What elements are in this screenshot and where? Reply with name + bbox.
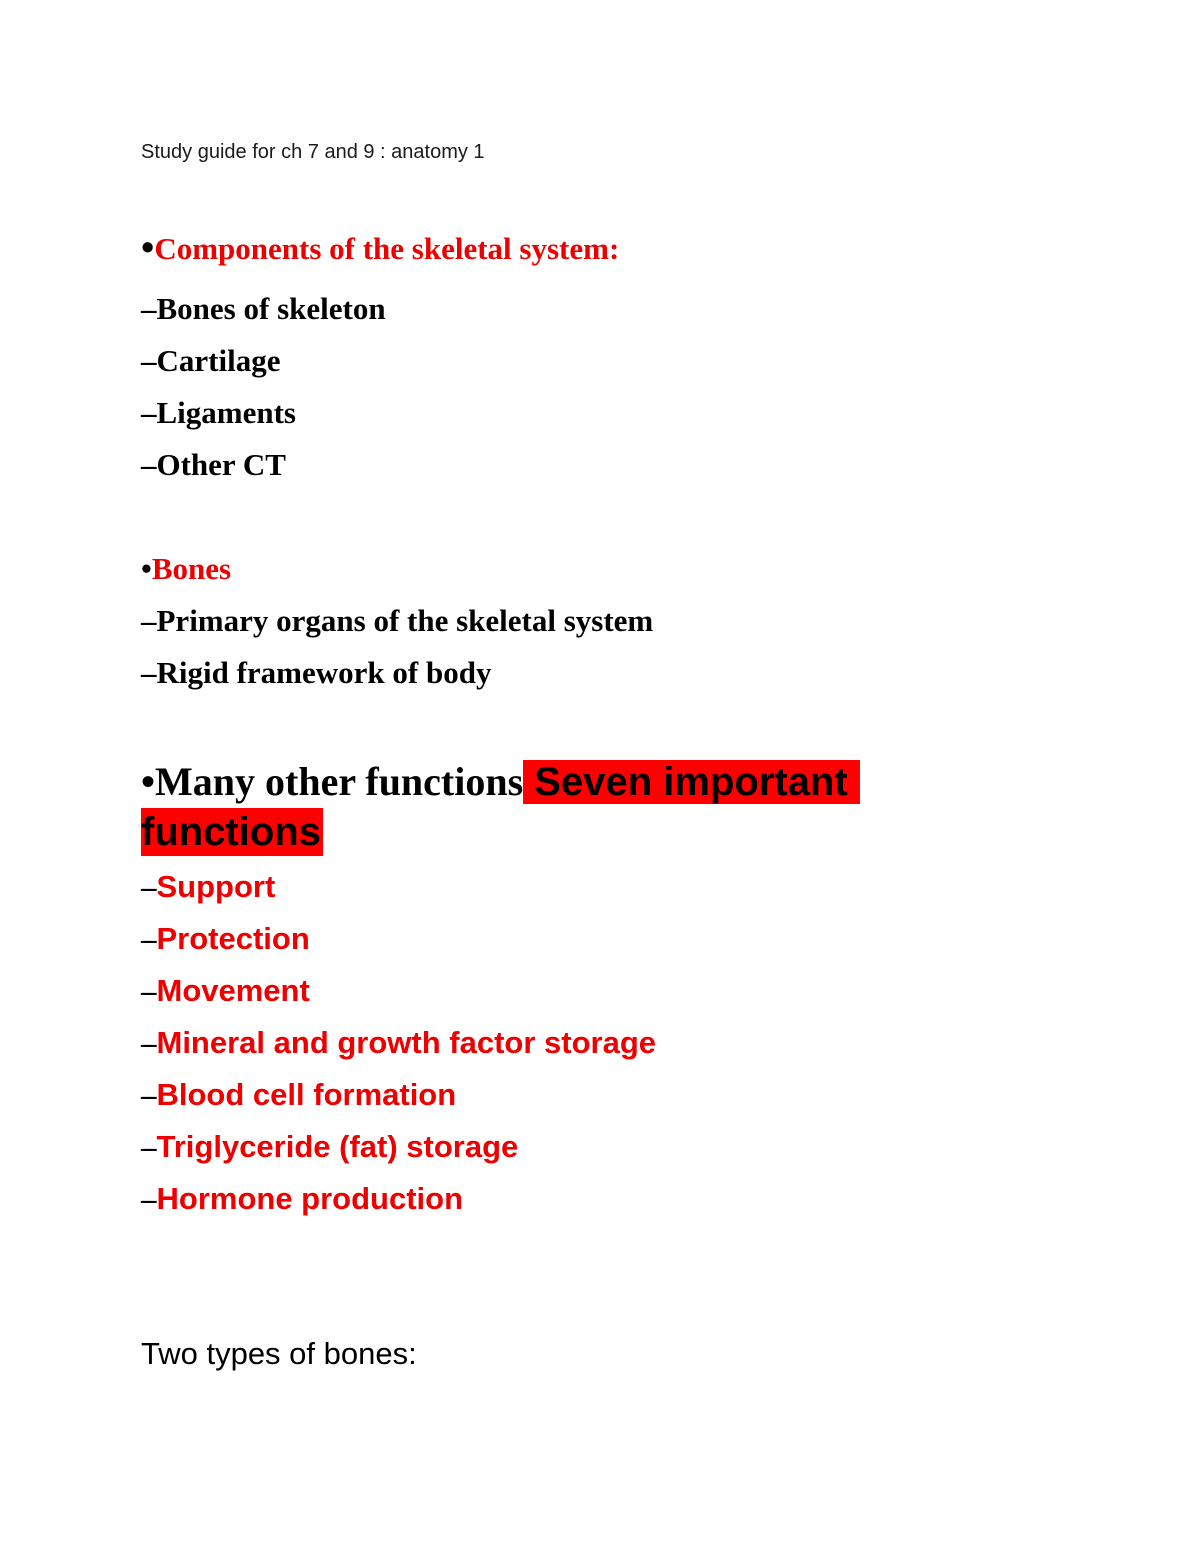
function-item: [141, 1077, 456, 1113]
dash-icon: –: [141, 869, 157, 904]
functions-heading: [141, 758, 860, 806]
dash-icon: –: [141, 447, 157, 482]
list-item-text: Primary organs of the skeletal system: [156, 603, 654, 638]
list-item: [141, 603, 653, 639]
list-item-text: Ligaments: [156, 395, 296, 430]
two-types-heading: Two types of bones:: [141, 1336, 417, 1371]
dash-icon: –: [141, 921, 157, 956]
dash-icon: –: [141, 291, 157, 326]
function-item-text: Triglyceride (fat) storage: [156, 1129, 519, 1164]
function-item-text: Blood cell formation: [156, 1077, 457, 1112]
function-item: [141, 921, 310, 957]
function-item-text: Hormone production: [156, 1181, 464, 1216]
function-item-text: Support: [156, 869, 276, 904]
bullet-icon: •: [141, 227, 155, 269]
list-item: [141, 291, 386, 327]
dash-icon: –: [141, 655, 157, 690]
function-item-text: Protection: [156, 921, 310, 956]
highlighted-text: Seven important: [523, 760, 860, 804]
dash-icon: –: [141, 1077, 157, 1112]
function-item: [141, 973, 310, 1009]
list-item-text: Bones of skeleton: [156, 291, 386, 326]
bones-heading: [141, 551, 231, 587]
list-item-text: Other CT: [156, 447, 286, 482]
function-item-text: Movement: [156, 973, 310, 1008]
list-item: [141, 395, 296, 431]
bullet-icon: •: [141, 551, 152, 586]
list-item-text: Rigid framework of body: [156, 655, 492, 690]
function-item: [141, 1181, 463, 1217]
dash-icon: –: [141, 1181, 157, 1216]
document-title: Study guide for ch 7 and 9 : anatomy 1: [141, 141, 485, 163]
list-item-text: Cartilage: [156, 343, 281, 378]
list-item: [141, 447, 286, 483]
dash-icon: –: [141, 1025, 157, 1060]
components-heading: [141, 228, 619, 267]
list-item: [141, 343, 280, 379]
dash-icon: –: [141, 1129, 157, 1164]
highlighted-text-continued: functions: [141, 810, 321, 854]
list-item: [141, 655, 491, 691]
functions-lead-text: Many other functions: [155, 759, 524, 804]
dash-icon: –: [141, 973, 157, 1008]
function-item: [141, 1129, 518, 1165]
dash-icon: –: [141, 395, 157, 430]
dash-icon: –: [141, 343, 157, 378]
components-heading-text: Components of the skeletal system:: [154, 231, 620, 266]
function-item: [141, 1025, 656, 1061]
function-item: [141, 869, 275, 905]
bullet-icon: •: [141, 759, 156, 804]
function-item-text: Mineral and growth factor storage: [156, 1025, 657, 1060]
bones-heading-text: Bones: [151, 551, 232, 586]
dash-icon: –: [141, 603, 157, 638]
